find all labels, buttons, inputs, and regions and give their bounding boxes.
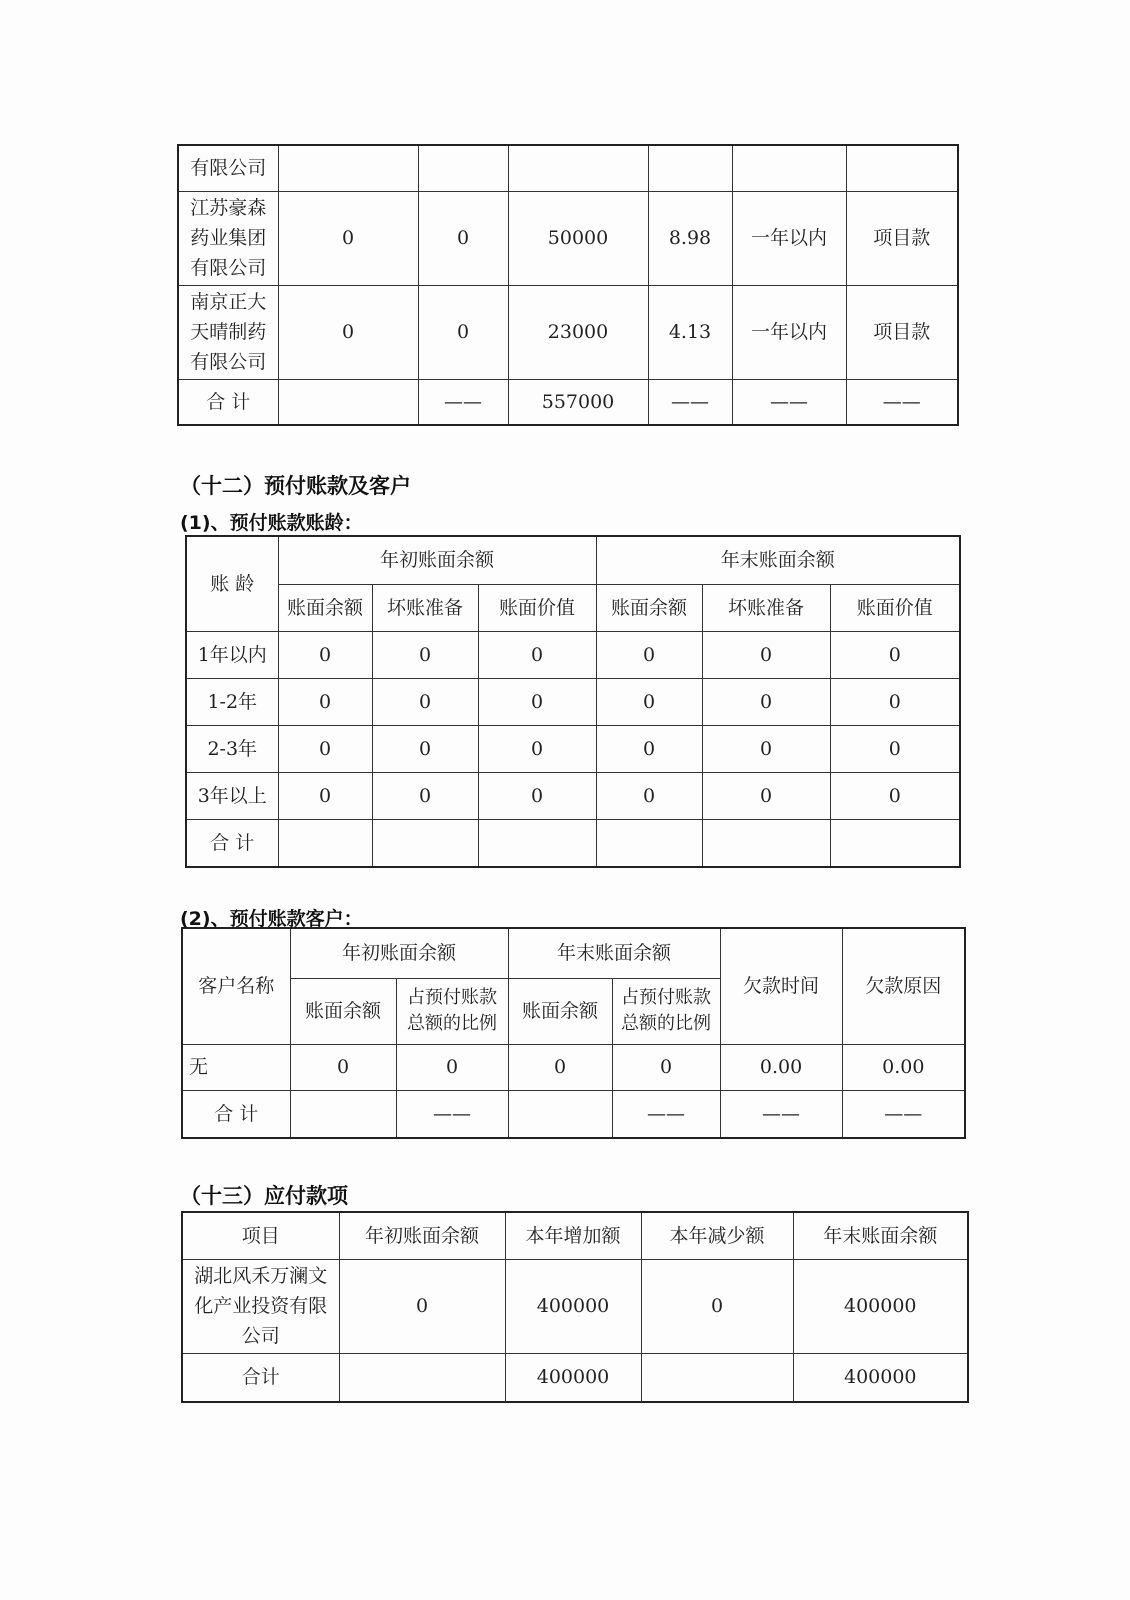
end-balance-header: 年末账面余额	[596, 536, 960, 584]
company-name: 江苏豪森药业集团有限公司	[178, 191, 278, 285]
total-row: 合 计 —— —— —— ——	[182, 1090, 965, 1138]
total-row: 合计 400000 400000	[182, 1353, 968, 1402]
header-row: 项目 年初账面余额 本年增加额 本年减少额 年末账面余额	[182, 1212, 968, 1259]
aging-subtitle: (1)、预付账款账龄：	[180, 512, 363, 534]
subheader-row: 账面余额 坏账准备 账面价值 账面余额 坏账准备 账面价值	[186, 584, 960, 631]
table-row	[178, 145, 958, 191]
table-row: 无 0 0 0 0 0.00 0.00	[182, 1044, 965, 1090]
header-row	[186, 536, 960, 584]
table-row: 1年以内 0 0 0 0 0 0	[186, 631, 960, 678]
table-row: 湖北风禾万澜文化产业投资有限公司 0 400000 0 400000	[182, 1259, 968, 1353]
company-name: 南京正大天晴制药有限公司	[178, 285, 278, 379]
payables-table	[181, 1211, 969, 1403]
client-header: 客户名称	[182, 928, 290, 1044]
header-row: 客户名称 年初账面余额 年末账面余额 欠款时间 欠款原因	[182, 928, 965, 978]
section-12-title: （十二）预付账款及客户	[180, 474, 411, 498]
table-row: 江苏豪森药业集团有限公司 0 0 50000 8.98 一年以内 项目款	[178, 191, 958, 285]
table-row: 南京正大天晴制药有限公司 0 0 23000 4.13 一年以内 项目款	[178, 285, 958, 379]
table-row: 2-3年 0 0 0 0 0 0	[186, 725, 960, 772]
clients-subtitle: (2)、预付账款客户：	[180, 908, 363, 930]
age-header: 账 龄	[186, 536, 278, 631]
subheader-row: 账面余额 占预付账款总额的比例 账面余额 占预付账款总额的比例	[182, 978, 965, 1044]
begin-balance-header: 年初账面余额	[278, 536, 596, 584]
total-row: 合 计 —— 557000 —— —— ——	[178, 379, 958, 425]
prepayment-aging-table	[185, 535, 961, 868]
company-name: 湖北风禾万澜文化产业投资有限公司	[182, 1259, 339, 1353]
section-13-title: （十三）应付款项	[180, 1184, 348, 1208]
table-row: 1-2年 0 0 0 0 0 0	[186, 678, 960, 725]
table-row: 3年以上 0 0 0 0 0 0	[186, 772, 960, 819]
company-name: 有限公司	[178, 145, 278, 191]
total-row: 合 计	[186, 819, 960, 867]
receivables-table	[177, 144, 959, 426]
prepayment-clients-table	[181, 927, 966, 1139]
